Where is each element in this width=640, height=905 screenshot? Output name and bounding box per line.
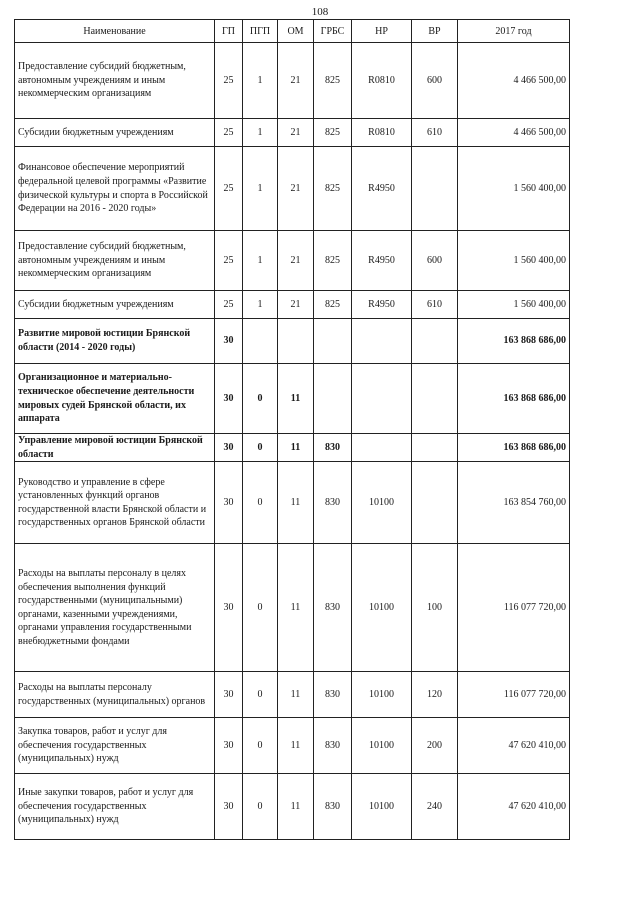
row-name-cell: Предоставление субсидий бюджетным, автономным учреждениям и иным некоммерческим организациям (15, 231, 215, 291)
row-pgp-cell: 1 (243, 291, 278, 319)
row-name-cell: Расходы на выплаты персоналу в целях обеспечения выполнения функций государственными (муниципальными) органами, казенными учреждениями, органами управления государственными внебюджетными фондами (15, 544, 215, 672)
row-nr-cell: 10100 (352, 718, 412, 774)
row-nr-cell: 10100 (352, 544, 412, 672)
row-grbs-cell: 830 (314, 434, 352, 462)
row-nr-cell: 10100 (352, 774, 412, 840)
row-gp-cell: 30 (215, 319, 243, 364)
row-nr-cell: R4950 (352, 231, 412, 291)
row-vr-cell: 240 (412, 774, 458, 840)
row-name-cell: Руководство и управление в сфере установленных функций органов государственной власти Брянской области и государственных органов Брянской области (15, 462, 215, 544)
row-vr-cell (412, 462, 458, 544)
table-header-row (15, 20, 570, 43)
table-row (15, 43, 570, 119)
column-header-grbs: ГРБС (314, 20, 352, 43)
row-gp-cell: 30 (215, 364, 243, 434)
row-om-cell: 11 (278, 364, 314, 434)
row-name-cell: Расходы на выплаты персоналу государственных (муниципальных) органов (15, 672, 215, 718)
row-om-cell: 21 (278, 119, 314, 147)
row-vr-cell: 610 (412, 291, 458, 319)
row-vr-cell: 610 (412, 119, 458, 147)
column-header-nr: НР (352, 20, 412, 43)
row-name-cell: Финансовое обеспечение мероприятий федеральной целевой программы «Развитие физической культуры и спорта в Российской Федерации на 2016 - 2020 годы» (15, 147, 215, 231)
row-vr-cell: 120 (412, 672, 458, 718)
column-header-vr: ВР (412, 20, 458, 43)
row-vr-cell (412, 319, 458, 364)
row-name-cell: Субсидии бюджетным учреждениям (15, 291, 215, 319)
row-pgp-cell: 1 (243, 119, 278, 147)
table-row (15, 774, 570, 840)
row-grbs-cell: 830 (314, 672, 352, 718)
row-amount-cell: 163 854 760,00 (458, 462, 570, 544)
table-row (15, 147, 570, 231)
row-amount-cell: 1 560 400,00 (458, 231, 570, 291)
row-nr-cell: R4950 (352, 291, 412, 319)
row-pgp-cell: 1 (243, 231, 278, 291)
row-gp-cell: 30 (215, 774, 243, 840)
row-vr-cell (412, 434, 458, 462)
row-om-cell: 11 (278, 774, 314, 840)
row-grbs-cell: 825 (314, 291, 352, 319)
row-pgp-cell: 0 (243, 544, 278, 672)
row-gp-cell: 25 (215, 119, 243, 147)
table-row (15, 434, 570, 462)
row-nr-cell (352, 319, 412, 364)
column-header-name: Наименование (15, 20, 215, 43)
row-name-cell: Предоставление субсидий бюджетным, автономным учреждениям и иным некоммерческим организациям (15, 43, 215, 119)
row-om-cell: 11 (278, 462, 314, 544)
row-vr-cell: 200 (412, 718, 458, 774)
table-row (15, 718, 570, 774)
row-om-cell: 11 (278, 544, 314, 672)
row-nr-cell: R0810 (352, 119, 412, 147)
row-om-cell: 21 (278, 147, 314, 231)
row-om-cell: 11 (278, 434, 314, 462)
row-om-cell: 21 (278, 291, 314, 319)
row-gp-cell: 25 (215, 147, 243, 231)
row-amount-cell: 116 077 720,00 (458, 672, 570, 718)
row-name-cell: Управление мировой юстиции Брянской области (15, 434, 215, 462)
column-header-gp: ГП (215, 20, 243, 43)
row-name-cell: Закупка товаров, работ и услуг для обеспечения государственных (муниципальных) нужд (15, 718, 215, 774)
row-grbs-cell: 830 (314, 774, 352, 840)
row-nr-cell (352, 364, 412, 434)
row-vr-cell (412, 364, 458, 434)
row-vr-cell (412, 147, 458, 231)
row-om-cell: 11 (278, 672, 314, 718)
row-pgp-cell: 0 (243, 462, 278, 544)
row-vr-cell: 100 (412, 544, 458, 672)
row-grbs-cell: 825 (314, 43, 352, 119)
row-amount-cell: 163 868 686,00 (458, 434, 570, 462)
column-header-om: ОМ (278, 20, 314, 43)
row-amount-cell: 163 868 686,00 (458, 364, 570, 434)
row-grbs-cell: 825 (314, 147, 352, 231)
row-pgp-cell: 1 (243, 147, 278, 231)
row-om-cell (278, 319, 314, 364)
row-grbs-cell: 825 (314, 119, 352, 147)
table-row (15, 319, 570, 364)
table-row (15, 231, 570, 291)
row-grbs-cell (314, 364, 352, 434)
row-pgp-cell: 0 (243, 718, 278, 774)
row-gp-cell: 25 (215, 231, 243, 291)
column-header-pgp: ПГП (243, 20, 278, 43)
row-nr-cell: 10100 (352, 672, 412, 718)
row-grbs-cell: 830 (314, 462, 352, 544)
row-om-cell: 11 (278, 718, 314, 774)
row-amount-cell: 47 620 410,00 (458, 718, 570, 774)
row-name-cell: Организационное и материально-техническое обеспечение деятельности мировых судей Брянской области, их аппарата (15, 364, 215, 434)
row-gp-cell: 30 (215, 434, 243, 462)
row-pgp-cell: 0 (243, 774, 278, 840)
row-pgp-cell (243, 319, 278, 364)
row-grbs-cell: 825 (314, 231, 352, 291)
row-nr-cell: R4950 (352, 147, 412, 231)
table-row (15, 119, 570, 147)
row-grbs-cell: 830 (314, 718, 352, 774)
row-nr-cell: 10100 (352, 462, 412, 544)
row-amount-cell: 4 466 500,00 (458, 43, 570, 119)
row-vr-cell: 600 (412, 43, 458, 119)
row-amount-cell: 4 466 500,00 (458, 119, 570, 147)
column-header-year: 2017 год (458, 20, 570, 43)
row-amount-cell: 163 868 686,00 (458, 319, 570, 364)
row-vr-cell: 600 (412, 231, 458, 291)
budget-table (14, 19, 570, 840)
row-name-cell: Субсидии бюджетным учреждениям (15, 119, 215, 147)
row-om-cell: 21 (278, 43, 314, 119)
table-row (15, 291, 570, 319)
row-gp-cell: 30 (215, 462, 243, 544)
row-pgp-cell: 0 (243, 672, 278, 718)
row-om-cell: 21 (278, 231, 314, 291)
row-gp-cell: 30 (215, 544, 243, 672)
row-nr-cell: R0810 (352, 43, 412, 119)
row-grbs-cell: 830 (314, 544, 352, 672)
row-gp-cell: 25 (215, 291, 243, 319)
row-gp-cell: 25 (215, 43, 243, 119)
row-pgp-cell: 0 (243, 434, 278, 462)
row-nr-cell (352, 434, 412, 462)
row-amount-cell: 1 560 400,00 (458, 291, 570, 319)
row-pgp-cell: 1 (243, 43, 278, 119)
row-gp-cell: 30 (215, 672, 243, 718)
row-pgp-cell: 0 (243, 364, 278, 434)
table-row (15, 544, 570, 672)
row-grbs-cell (314, 319, 352, 364)
row-name-cell: Развитие мировой юстиции Брянской области (2014 - 2020 годы) (15, 319, 215, 364)
row-amount-cell: 1 560 400,00 (458, 147, 570, 231)
row-amount-cell: 116 077 720,00 (458, 544, 570, 672)
row-amount-cell: 47 620 410,00 (458, 774, 570, 840)
table-row (15, 462, 570, 544)
table-row (15, 672, 570, 718)
row-name-cell: Иные закупки товаров, работ и услуг для обеспечения государственных (муниципальных) нужд (15, 774, 215, 840)
table-row (15, 364, 570, 434)
row-gp-cell: 30 (215, 718, 243, 774)
page-number: 108 (311, 6, 329, 18)
